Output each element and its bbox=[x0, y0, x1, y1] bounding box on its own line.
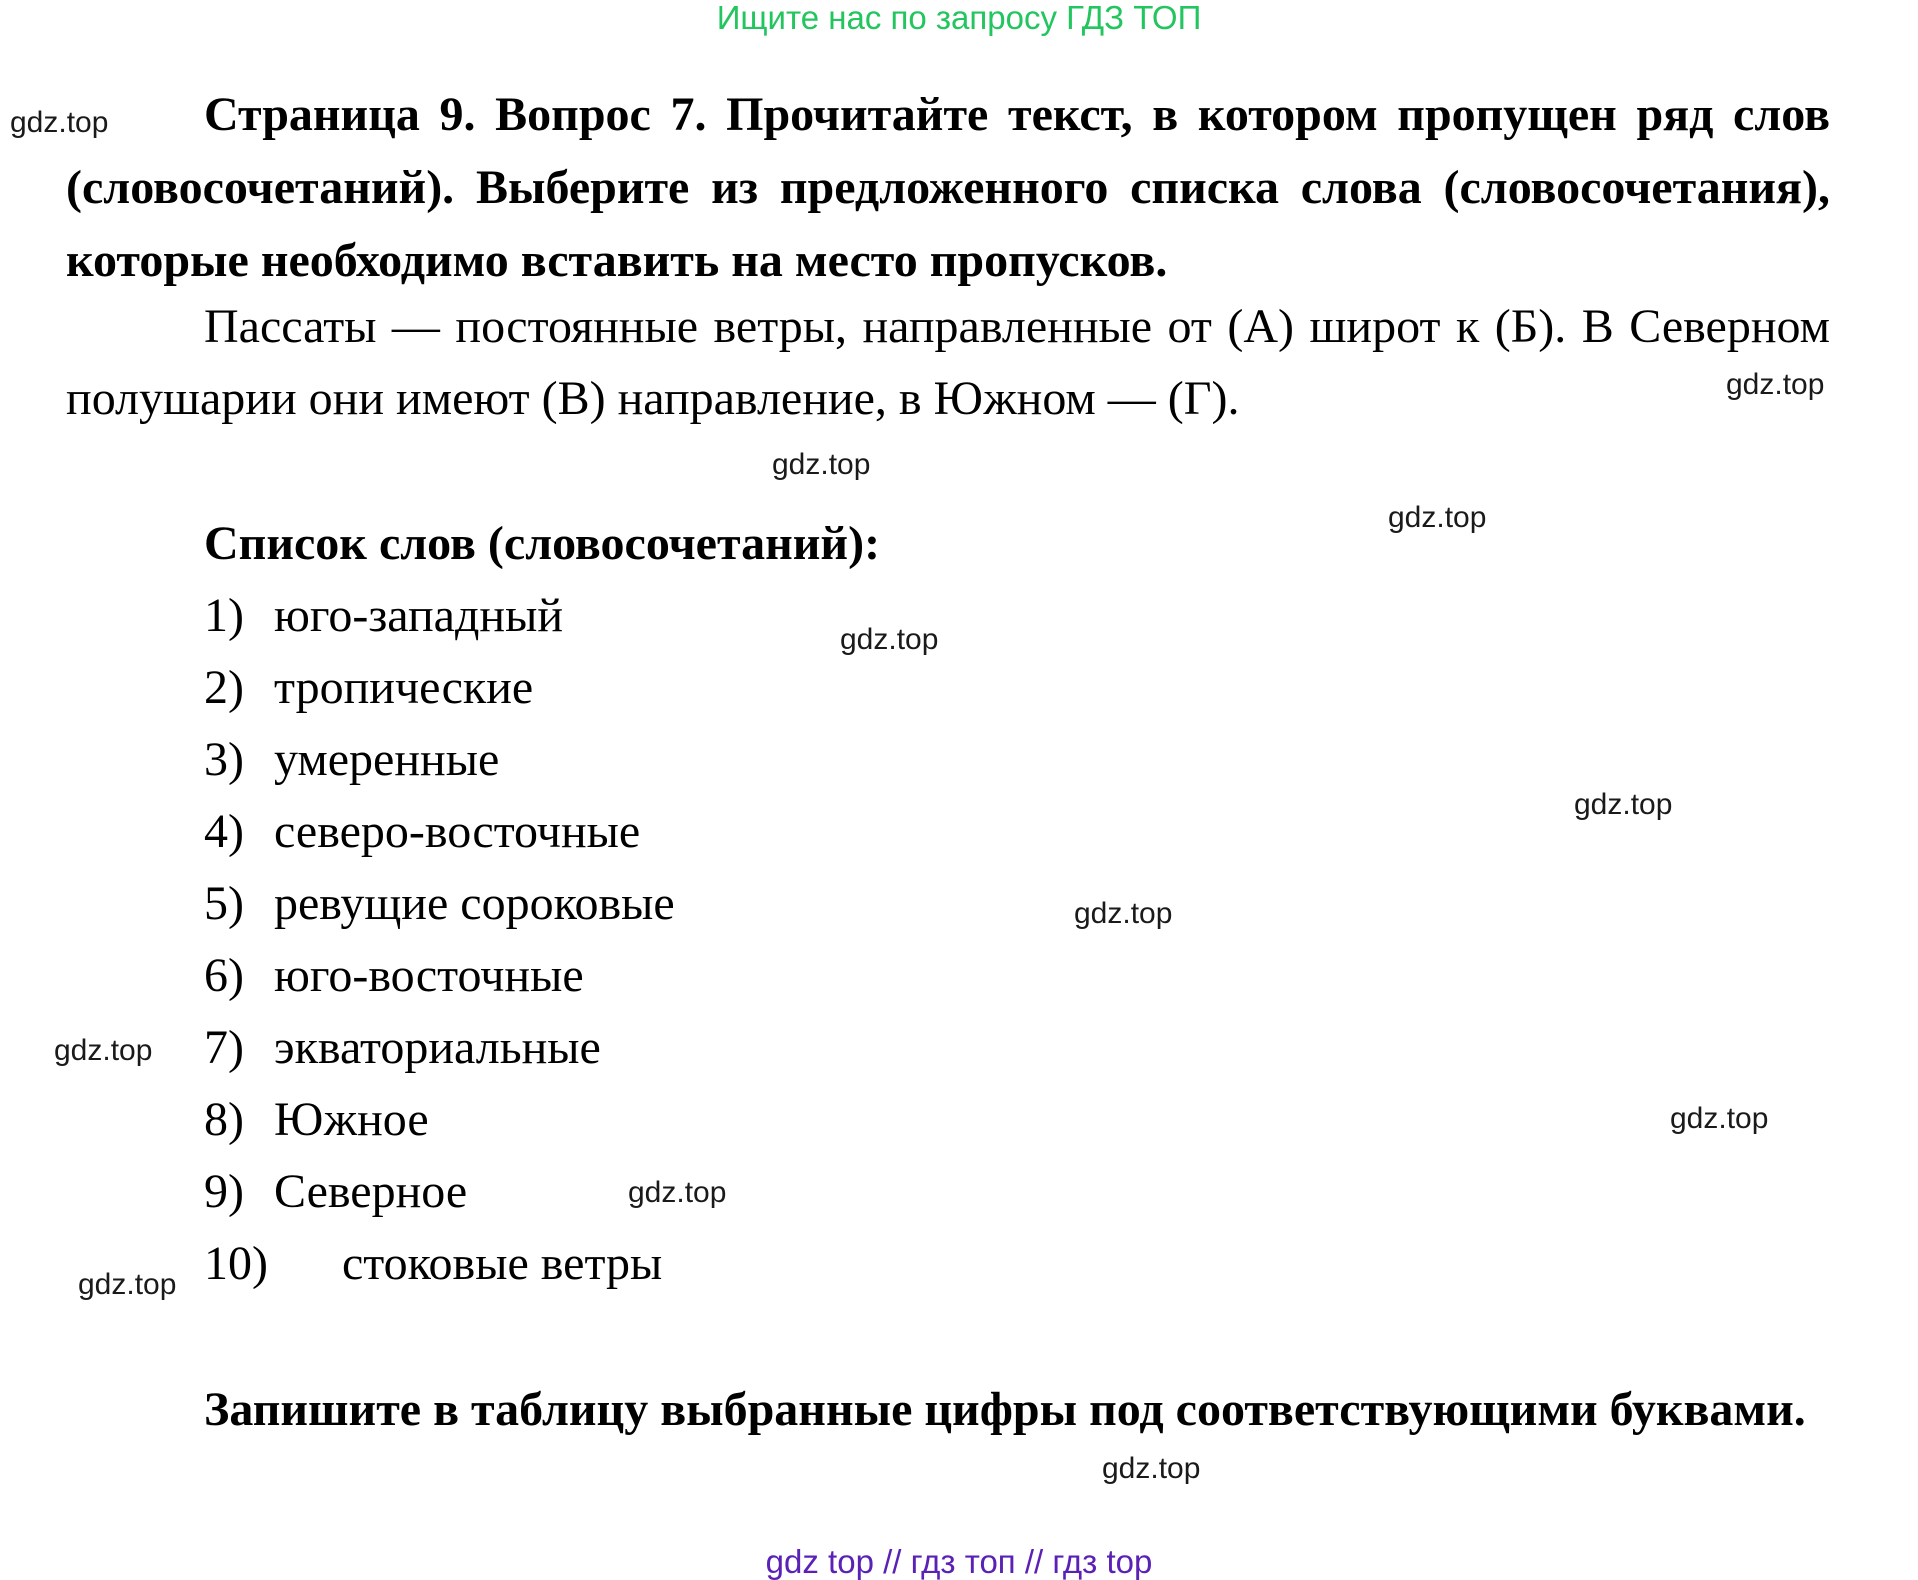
list-item-text: Северное bbox=[274, 1165, 468, 1218]
watermark: gdz.top bbox=[628, 1176, 727, 1209]
list-item-text: юго-восточные bbox=[274, 949, 584, 1002]
question-text: Страница 9. Вопрос 7. Прочитайте текст, в котором пропущен ряд слов (словосочетаний). Выберите из предложенного списка слова (словосочетания), которые необходимо вставить на место пропусков. bbox=[66, 88, 1830, 287]
list-item-text: стоковые ветры bbox=[342, 1237, 663, 1290]
list-item-text: умеренные bbox=[274, 733, 500, 786]
list-item-number: 1) bbox=[204, 589, 244, 642]
list-item bbox=[204, 1156, 675, 1228]
watermark: gdz.top bbox=[10, 106, 109, 139]
list-item-number: 7) bbox=[204, 1021, 244, 1074]
list-item-text: северо-восточные bbox=[274, 805, 641, 858]
list-item bbox=[204, 652, 675, 724]
watermark: gdz.top bbox=[78, 1268, 177, 1301]
watermark: gdz.top bbox=[772, 448, 871, 481]
list-item-text: тропические bbox=[274, 661, 534, 714]
list-item-number: 6) bbox=[204, 949, 244, 1002]
site-banner: Ищите нас по запросу ГДЗ ТОП bbox=[716, 0, 1202, 36]
watermark: gdz.top bbox=[1574, 788, 1673, 821]
list-item bbox=[204, 724, 675, 796]
list-item bbox=[204, 1012, 675, 1084]
list-item-number: 9) bbox=[204, 1165, 244, 1218]
list-item-text: юго-западный bbox=[274, 589, 564, 642]
watermark: gdz.top bbox=[1388, 501, 1487, 534]
list-item-text: Южное bbox=[274, 1093, 429, 1146]
watermark: gdz.top bbox=[840, 623, 939, 656]
watermark: gdz.top bbox=[1726, 368, 1825, 401]
watermark: gdz.top bbox=[1670, 1102, 1769, 1135]
list-item-text: экваториальные bbox=[274, 1021, 601, 1074]
list-item-number: 8) bbox=[204, 1093, 244, 1146]
instruction-text: Запишите в таблицу выбранные цифры под соответствующими буквами. bbox=[204, 1383, 1806, 1436]
list-item bbox=[204, 1084, 675, 1156]
list-item-number: 5) bbox=[204, 877, 244, 930]
list-item bbox=[204, 580, 675, 652]
watermark: gdz.top bbox=[54, 1034, 153, 1067]
site-footer: gdz top // гдз топ // гдз top bbox=[765, 1543, 1153, 1580]
list-item-number: 3) bbox=[204, 733, 244, 786]
watermark: gdz.top bbox=[1102, 1452, 1201, 1485]
word-list-title: Список слов (словосочетаний): bbox=[204, 517, 881, 570]
list-item-number: 2) bbox=[204, 661, 244, 714]
passage-text: Пассаты — постоянные ветры, направленные от (А) широт к (Б). В Северном полушарии они имеют (В) направление, в Южном — (Г). bbox=[66, 300, 1830, 425]
list-item bbox=[204, 868, 675, 940]
list-item bbox=[204, 940, 675, 1012]
watermark: gdz.top bbox=[1074, 897, 1173, 930]
list-item-number: 4) bbox=[204, 805, 244, 858]
list-item-number: 10) bbox=[204, 1237, 268, 1290]
word-list bbox=[204, 580, 675, 1300]
list-item-text: ревущие сороковые bbox=[274, 877, 675, 930]
list-item bbox=[204, 1228, 675, 1300]
list-item bbox=[204, 796, 675, 868]
